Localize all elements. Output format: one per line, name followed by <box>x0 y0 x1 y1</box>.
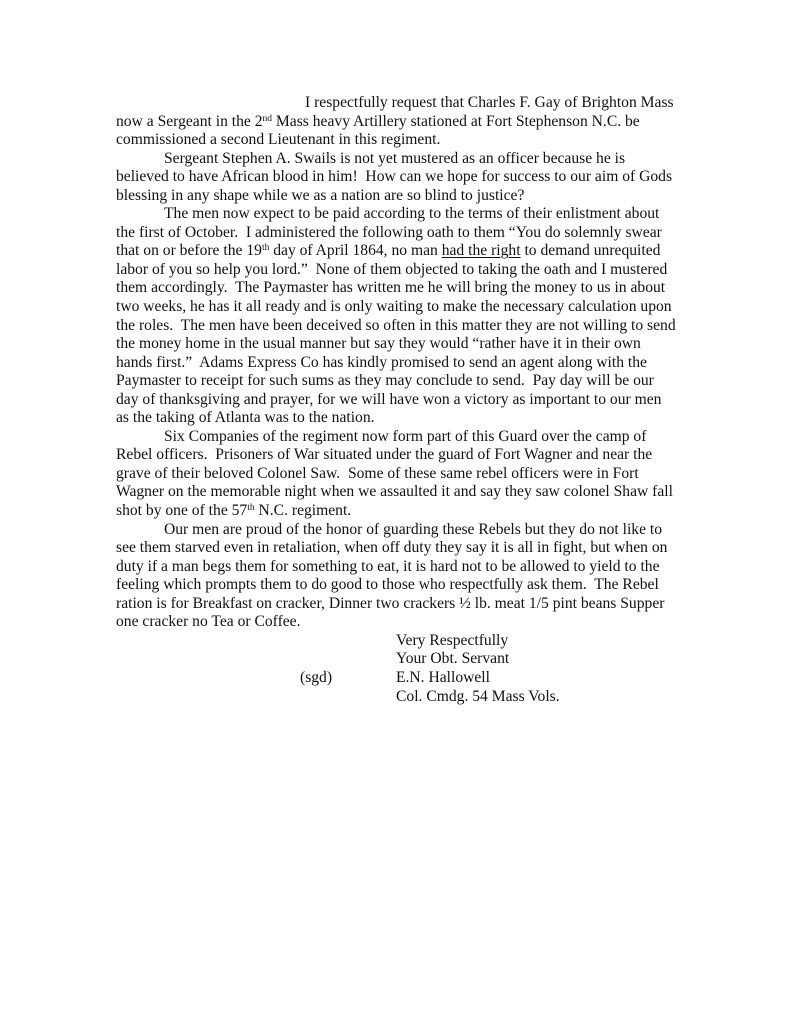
letter-body <box>116 94 676 632</box>
text-segment: to demand unrequited <box>520 242 661 260</box>
signature-block <box>396 632 560 706</box>
text-line <box>116 539 676 558</box>
text-segment: shot by one of the 57 <box>116 502 248 520</box>
text-segment: duty if a man begs them for something to eat, it is hard not to be allowed to yield to the <box>116 557 660 575</box>
text-line <box>116 113 676 132</box>
text-line <box>116 224 676 243</box>
text-segment: blessing in any shape while we as a nation are so blind to justice? <box>116 186 525 204</box>
text-line <box>116 131 676 150</box>
text-line <box>116 279 676 298</box>
text-segment: Mass heavy Artillery stationed at Fort Stephenson N.C. be <box>272 112 640 130</box>
text-segment: Paymaster to receipt for such sums as they may conclude to send. Pay day will be our <box>116 372 654 390</box>
text-segment: the first of October. I administered the following oath to them “You do solemnly swear <box>116 223 662 241</box>
signed-marker: (sgd) <box>300 668 333 686</box>
text-segment: I respectfully request that Charles F. Gay of Brighton Mass <box>305 94 674 111</box>
text-segment: Six Companies of the regiment now form part of this Guard over the camp of <box>164 427 647 445</box>
text-segment: two weeks, he has it all ready and is only waiting to make the necessary calculation upon <box>116 298 672 316</box>
text-segment: N.C. regiment. <box>254 502 352 520</box>
text-line <box>116 205 676 224</box>
text-line <box>116 150 676 169</box>
ordinal-suffix: th <box>247 503 255 514</box>
text-segment: ration is for Breakfast on cracker, Dinner two crackers ½ lb. meat 1/5 pint beans Supper <box>116 594 665 612</box>
text-line <box>116 317 676 336</box>
letter-page <box>116 94 676 706</box>
ordinal-suffix: nd <box>262 113 273 124</box>
text-segment: now a Sergeant in the 2 <box>116 112 263 130</box>
text-line <box>116 409 676 428</box>
text-segment: day of thanksgiving and prayer, for we will have won a victory as important to our men <box>116 390 662 408</box>
text-segment: as the taking of Atlanta was to the nation. <box>116 409 375 427</box>
closing-salutation: Very Respectfully <box>396 631 509 649</box>
text-segment: the money home in the usual manner but say they would “rather have it in their own <box>116 335 641 353</box>
text-segment: believed to have African blood in him! How can we hope for success to our aim of Gods <box>116 168 673 186</box>
text-segment: The men now expect to be paid according to the terms of their enlistment about <box>164 205 660 223</box>
closing-servant: Your Obt. Servant <box>396 650 510 668</box>
text-line <box>116 595 676 614</box>
text-segment: hands first.” Adams Express Co has kindly promised to send an agent along with the <box>116 353 647 371</box>
text-line <box>116 521 676 540</box>
text-line <box>116 391 676 410</box>
text-line <box>116 335 676 354</box>
text-line <box>116 465 676 484</box>
text-line <box>116 298 676 317</box>
text-line <box>116 187 676 206</box>
text-line <box>116 502 676 521</box>
underlined-phrase: had the right <box>441 242 521 260</box>
text-line <box>116 428 676 447</box>
text-line <box>116 168 676 187</box>
text-segment: Rebel officers. Prisoners of War situated under the guard of Fort Wagner and near the <box>116 446 653 464</box>
text-line <box>116 613 676 632</box>
text-segment: Sergeant Stephen A. Swails is not yet mustered as an officer because he is <box>164 149 626 167</box>
text-segment: them accordingly. The Paymaster has written me he will bring the money to us in about <box>116 279 666 297</box>
text-segment: labor of you so help you lord.” None of them objected to taking the oath and I mustered <box>116 260 668 278</box>
text-line <box>116 354 676 373</box>
text-line <box>116 558 676 577</box>
text-segment: day of April 1864, no man <box>269 242 442 260</box>
text-line <box>116 576 676 595</box>
ordinal-suffix: th <box>261 243 270 254</box>
text-segment: one cracker no Tea or Coffee. <box>116 613 301 631</box>
text-segment: the roles. The men have been deceived so often in this matter they are not willing to send <box>116 316 676 334</box>
text-line <box>116 372 676 391</box>
text-segment: see them starved even in retaliation, when off duty they say it is all in fight, but when on <box>116 539 668 557</box>
text-segment: feeling which prompts them to do good to those who respectfully ask them. The Rebel <box>116 576 659 594</box>
text-segment: commissioned a second Lieutenant in this regiment. <box>116 131 441 149</box>
text-line <box>116 261 676 280</box>
text-line <box>116 446 676 465</box>
signer-name: E.N. Hallowell <box>396 668 490 686</box>
text-segment: grave of their beloved Colonel Saw. Some of these same rebel officers were in Fort <box>116 464 639 482</box>
text-segment: Our men are proud of the honor of guarding these Rebels but they do not like to <box>164 520 663 538</box>
text-segment: Wagner on the memorable night when we assaulted it and say they saw colonel Shaw fall <box>116 483 673 501</box>
letter-closing <box>116 632 676 706</box>
text-line <box>116 94 676 113</box>
text-line <box>116 483 676 502</box>
text-line <box>116 242 676 261</box>
signer-title: Col. Cmdg. 54 Mass Vols. <box>396 687 560 705</box>
text-segment: that on or before the 19 <box>116 242 262 260</box>
